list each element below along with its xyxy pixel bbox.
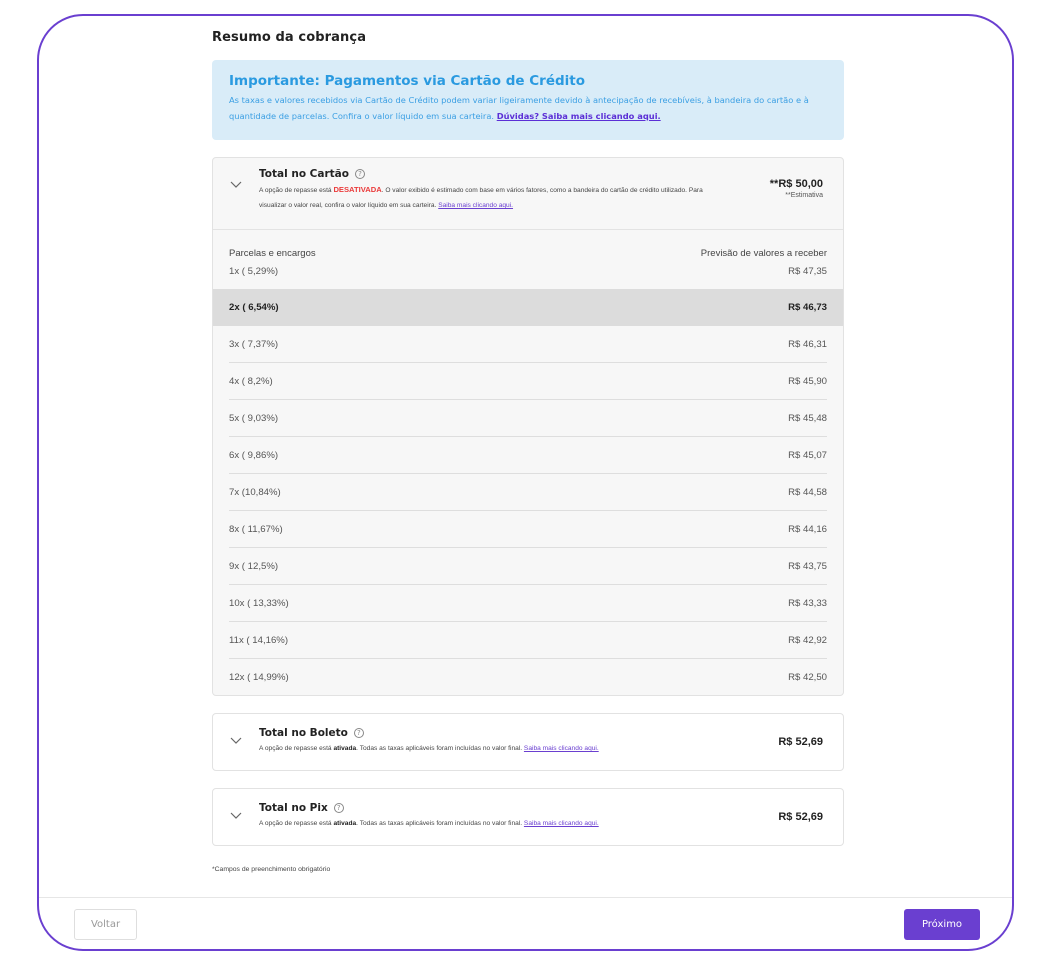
row-installment: 7x (10,84%) xyxy=(229,487,281,498)
pix-amount-block xyxy=(778,811,823,823)
boleto-desc-after: . Todas as taxas aplicáveis foram incluídas no valor final. xyxy=(356,745,523,752)
cartao-description xyxy=(259,182,719,213)
table-row[interactable] xyxy=(213,437,843,474)
info-alert-title: Importante: Pagamentos via Cartão de Crédito xyxy=(229,73,585,89)
row-installment: 2x ( 6,54%) xyxy=(229,302,279,313)
table-row[interactable] xyxy=(213,474,843,511)
page-title: Resumo da cobrança xyxy=(212,30,367,45)
required-fields-note: *Campos de preenchimento obrigatório xyxy=(212,866,331,873)
table-row[interactable] xyxy=(213,622,843,659)
row-installment: 4x ( 8,2%) xyxy=(229,376,273,387)
info-alert xyxy=(212,60,844,140)
row-value: R$ 45,07 xyxy=(788,450,827,461)
main-content xyxy=(212,30,844,873)
boleto-amount: R$ 52,69 xyxy=(778,736,823,748)
table-row[interactable] xyxy=(213,659,843,695)
cartao-title: Total no Cartão xyxy=(259,168,349,180)
next-button[interactable]: Próximo xyxy=(904,909,980,940)
boleto-help-link[interactable]: Saiba mais clicando aqui. xyxy=(523,745,599,752)
row-value: R$ 45,48 xyxy=(788,413,827,424)
pix-amount: R$ 52,69 xyxy=(778,811,823,823)
footer-bar xyxy=(39,897,1012,951)
cartao-amount-block xyxy=(770,178,823,199)
table-row[interactable] xyxy=(213,326,843,363)
cartao-amount: **R$ 50,00 xyxy=(769,178,823,190)
row-value: R$ 42,50 xyxy=(788,671,827,683)
chevron-down-icon[interactable] xyxy=(213,802,259,819)
info-alert-body: As taxas e valores recebidos via Cartão de Crédito podem variar ligeiramente devido à antecipação de recebíveis, à bandeira do cartão e à quantidade de parcelas. Confira o valor líquido em sua carteira. xyxy=(229,95,809,121)
cartao-desc-before: A opção de repasse está xyxy=(259,187,332,194)
boleto-header-body xyxy=(259,727,843,756)
pix-title-row xyxy=(259,802,843,814)
cartao-desc-after: . O valor exibido é estimado com base em vários fatores, como a bandeira do cartão de crédito utilizado. Para visualizar o valor real, confira o valor líquido em sua carteira. xyxy=(259,187,703,209)
row-value: R$ 46,73 xyxy=(788,302,827,313)
pix-help-link[interactable]: Saiba mais clicando aqui. xyxy=(523,820,599,827)
row-installment: 8x ( 11,67%) xyxy=(229,524,283,535)
row-value: R$ 42,92 xyxy=(788,635,827,646)
row-installment: 6x ( 9,86%) xyxy=(229,450,279,461)
installments-table-header xyxy=(213,230,843,264)
row-installment: 10x ( 13,33%) xyxy=(229,598,289,609)
row-installment: 11x ( 14,16%) xyxy=(229,635,289,646)
pix-desc-before: A opção de repasse está xyxy=(259,820,332,827)
help-circle-icon[interactable]: ? xyxy=(355,169,365,179)
cartao-amount-note: **Estimativa xyxy=(785,192,823,199)
row-value: R$ 43,33 xyxy=(788,598,827,609)
boleto-header[interactable] xyxy=(213,714,843,770)
boleto-description xyxy=(259,741,843,756)
pix-title: Total no Pix xyxy=(259,802,328,814)
row-value: R$ 45,90 xyxy=(788,376,827,387)
cartao-help-link[interactable]: Saiba mais clicando aqui. xyxy=(438,202,514,209)
help-circle-icon[interactable]: ? xyxy=(334,803,344,813)
info-alert-text xyxy=(229,92,827,124)
row-value: R$ 47,35 xyxy=(788,266,827,277)
installments-table xyxy=(213,230,843,695)
card-total-boleto xyxy=(212,713,844,771)
info-help-link[interactable]: Dúvidas? Saiba mais clicando aqui. xyxy=(496,111,661,121)
table-row[interactable] xyxy=(213,585,843,622)
pix-header-body xyxy=(259,802,843,831)
boleto-title-row xyxy=(259,727,843,739)
table-row[interactable] xyxy=(213,511,843,548)
table-row[interactable] xyxy=(213,363,843,400)
boleto-amount-block xyxy=(778,736,823,748)
pix-header[interactable] xyxy=(213,789,843,845)
table-row-selected[interactable] xyxy=(213,289,843,326)
chevron-down-icon[interactable] xyxy=(213,168,259,188)
row-value: R$ 44,16 xyxy=(788,524,827,535)
cartao-header[interactable] xyxy=(213,158,843,230)
row-value: R$ 43,75 xyxy=(788,561,827,572)
chevron-down-icon[interactable] xyxy=(213,727,259,744)
table-row[interactable] xyxy=(213,548,843,585)
cartao-title-row xyxy=(259,168,843,180)
row-installment: 1x ( 5,29%) xyxy=(229,266,279,277)
help-circle-icon[interactable]: ? xyxy=(354,728,364,738)
pix-description xyxy=(259,816,843,831)
boleto-desc-before: A opção de repasse está xyxy=(259,745,332,752)
card-total-pix xyxy=(212,788,844,846)
row-value: R$ 46,31 xyxy=(788,339,827,350)
boleto-title: Total no Boleto xyxy=(259,727,348,739)
row-installment: 9x ( 12,5%) xyxy=(229,561,279,572)
boleto-status: ativada xyxy=(333,745,357,752)
cartao-header-body xyxy=(259,168,843,213)
pix-desc-after: . Todas as taxas aplicáveis foram incluídas no valor final. xyxy=(356,820,523,827)
back-button[interactable]: Voltar xyxy=(74,909,137,940)
cartao-status: DESATIVADA xyxy=(333,185,382,194)
row-value: R$ 44,58 xyxy=(788,487,827,498)
app-frame xyxy=(37,14,1014,951)
col-header-installments: Parcelas e encargos xyxy=(229,248,316,259)
table-row[interactable] xyxy=(213,264,843,289)
pix-status: ativada xyxy=(333,820,357,827)
col-header-forecast: Previsão de valores a receber xyxy=(700,248,827,259)
row-installment: 3x ( 7,37%) xyxy=(229,339,279,350)
card-total-cartao xyxy=(212,157,844,696)
row-installment: 5x ( 9,03%) xyxy=(229,413,279,424)
row-installment: 12x ( 14,99%) xyxy=(229,671,289,683)
table-row[interactable] xyxy=(213,400,843,437)
